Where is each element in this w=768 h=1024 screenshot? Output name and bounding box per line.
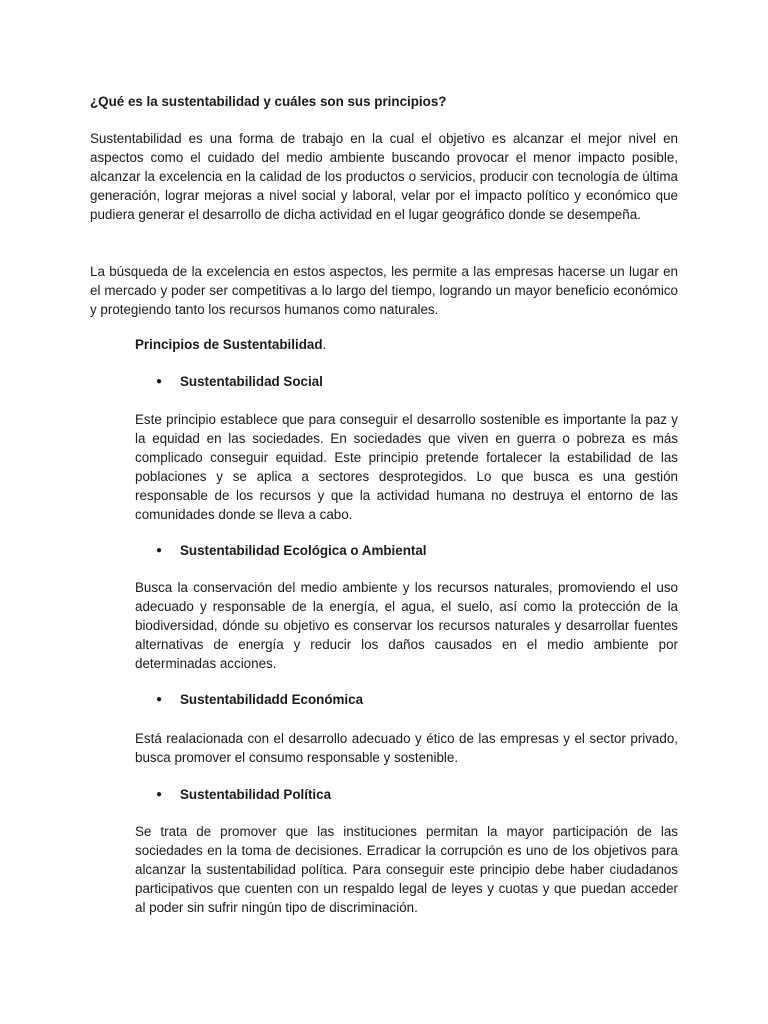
intro-paragraph: La búsqueda de la excelencia en estos aspectos, les permite a las empresas hacerse un lugar en el mercado y poder ser competitivas a lo largo del tiempo, logrando un mayor beneficio económico y protegiendo tanto los recursos humanos como naturales.: [90, 264, 678, 317]
bullet-label: Sustentabilidadd Económica: [180, 692, 364, 707]
bullet-item-economica: [156, 690, 363, 709]
bullet-item-politica: [156, 785, 331, 804]
intro-paragraph: Sustentabilidad es una forma de trabajo en la cual el objetivo es alcanzar el mejor nivel en aspectos como el cuidado del medio ambiente buscando provocar el menor impacto posible, alcanzar la excelencia en la calidad de los productos o servicios, producir con tecnología de última generación, lograr mejoras a nivel social y laboral, velar por el impacto político y económico que pudiera generar el desarrollo de dicha actividad en el lugar geográfico donde se desempeña.: [90, 131, 678, 222]
page-title: ¿Qué es la sustentabilidad y cuáles son sus principios?: [90, 94, 447, 109]
bullet-label: Sustentabilidad Política: [180, 787, 332, 802]
section-paragraph-ecologica: Busca la conservación del medio ambiente y los recursos naturales, promoviendo el uso adecuado y responsable de la energía, el agua, el suelo, así como la protección de la biodiversidad, dónde su objetivo es conservar los recursos naturales y desarrollar fuentes alternativas de energía y reducir los daños causados en el medio ambiente por determinadas acciones.: [135, 580, 678, 671]
bullet-label: Sustentabilidad Social: [180, 374, 323, 389]
bullet-icon: ●: [156, 376, 163, 387]
bullet-item-social: [156, 372, 323, 391]
principles-heading: [135, 335, 326, 354]
section-paragraph-economica: Está realacionada con el desarrollo adecuado y ético de las empresas y el sector privado, busca promover el consumo responsable y sostenible.: [135, 731, 678, 765]
bullet-icon: ●: [156, 545, 163, 556]
bullet-item-ecologica: [156, 541, 427, 560]
principles-heading-text: Principios de Sustentabilidad: [135, 337, 323, 352]
bullet-label: Sustentabilidad Ecológica o Ambiental: [180, 543, 427, 558]
principles-heading-period: .: [322, 337, 327, 352]
bullet-icon: ●: [156, 694, 163, 705]
section-paragraph-politica: Se trata de promover que las instituciones permitan la mayor participación de las sociedades en la toma de decisiones. Erradicar la corrupción es uno de los objetivos para alcanzar la sustentabilidad política. Para conseguir este principio debe haber ciudadanos participativos que cuenten con un respaldo legal de leyes y cuotas y que puedan acceder al poder sin sufrir ningún tipo de discriminación.: [135, 824, 678, 915]
bullet-icon: ●: [156, 789, 163, 800]
section-paragraph-social: Este principio establece que para conseguir el desarrollo sostenible es importante la paz y la equidad en las sociedades. En sociedades que viven en guerra o pobreza es más complicado conseguir equidad. Este principio pretende fortalecer la estabilidad de las poblaciones y se aplica a sectores desprotegidos. Lo que busca es una gestión responsable de los recursos y que la actividad humana no destruya el entorno de las comunidades donde se lleva a cabo.: [135, 412, 678, 522]
